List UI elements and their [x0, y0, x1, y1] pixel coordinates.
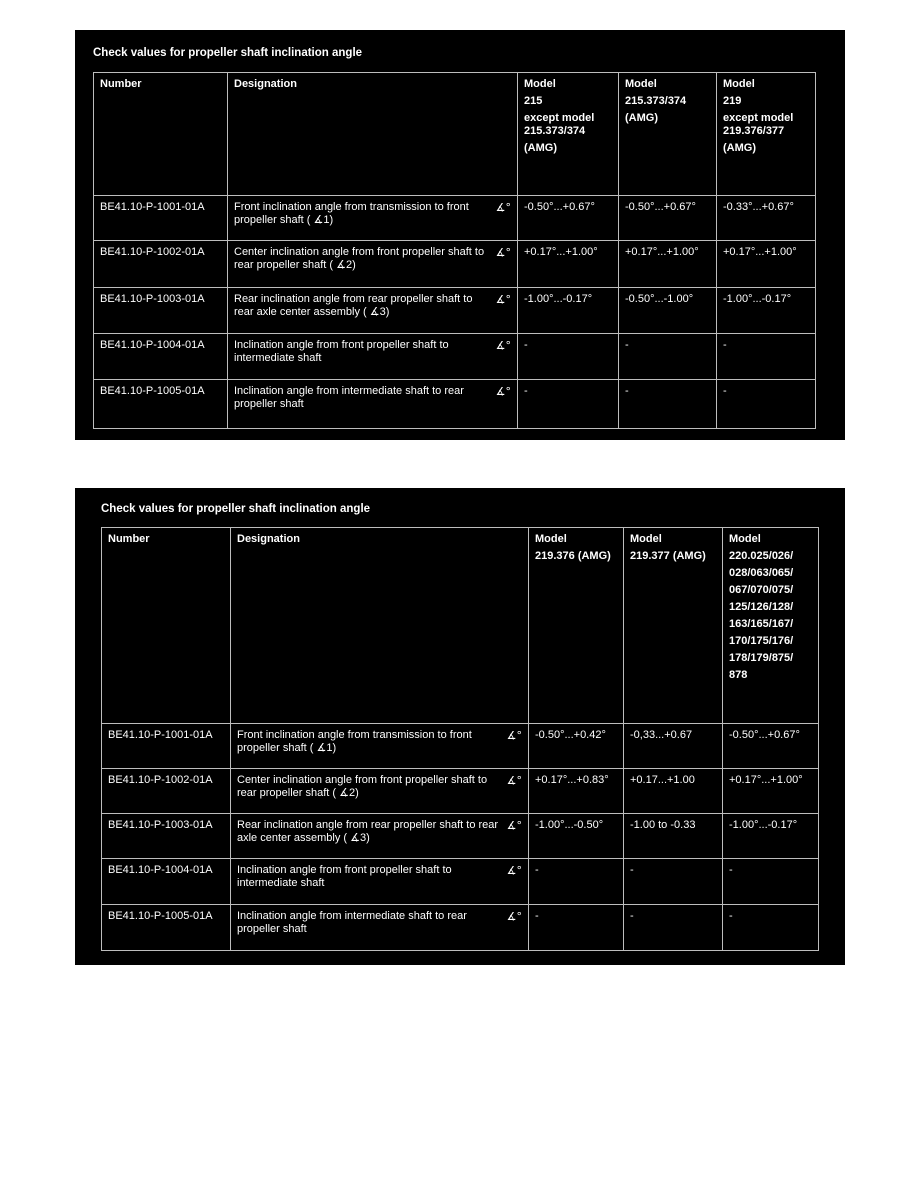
- table-row: [102, 769, 819, 814]
- check-values-panel-2: [75, 488, 845, 965]
- row-number: BE41.10-P-1001-01A: [94, 196, 228, 241]
- value-cell-model-3: -1.00°...-0.17°: [723, 814, 819, 859]
- table-row: [102, 724, 819, 769]
- col-header-number: Number: [94, 73, 228, 196]
- model-header-line: 125/126/128/: [729, 601, 794, 613]
- value-cell-model-1: -: [529, 859, 624, 905]
- row-designation: [231, 859, 529, 905]
- row-number: BE41.10-P-1001-01A: [102, 724, 231, 769]
- row-designation: [228, 380, 518, 429]
- value-cell-model-3: -0.50°...+0.67°: [723, 724, 819, 769]
- col-header-number: Number: [102, 528, 231, 724]
- model-header-line: Model: [723, 78, 755, 90]
- value-cell-model-3: +0.17°...+1.00°: [717, 241, 816, 288]
- model-header-line: 028/063/065/: [729, 567, 794, 579]
- model-header-line: Model: [729, 533, 761, 545]
- col-header-designation: Designation: [231, 528, 529, 724]
- table-header-row: [102, 528, 819, 724]
- value-cell-model-3: -: [723, 859, 819, 905]
- table-row: [94, 334, 816, 380]
- row-number: BE41.10-P-1005-01A: [94, 380, 228, 429]
- table-row: [94, 380, 816, 429]
- model-header-line: except model 215.373/374: [524, 112, 595, 137]
- model-header-line: 163/165/167/: [729, 618, 794, 630]
- model-header-line: (AMG): [723, 142, 756, 154]
- col-header-model-2: [619, 73, 717, 196]
- designation-text: Center inclination angle from front propeller shaft to rear propeller shaft ( ∡2): [237, 774, 488, 799]
- table-title-2: Check values for propeller shaft inclination angle: [101, 503, 371, 515]
- row-number: BE41.10-P-1005-01A: [102, 905, 231, 951]
- value-cell-model-2: -: [624, 859, 723, 905]
- designation-text: Inclination angle from intermediate shaft to rear propeller shaft: [237, 910, 467, 935]
- table-row: [94, 288, 816, 334]
- model-header-line: Model: [630, 533, 662, 545]
- model-header-line: 178/179/875/: [729, 652, 794, 664]
- table-header-row: [94, 73, 816, 196]
- value-cell-model-2: -: [619, 380, 717, 429]
- col-header-designation: Designation: [228, 73, 518, 196]
- value-cell-model-3: -1.00°...-0.17°: [717, 288, 816, 334]
- designation-text: Rear inclination angle from rear propeller shaft to rear axle center assembly ( ∡3): [237, 819, 499, 844]
- angle-degree-unit-symbol: ∡°: [495, 246, 511, 259]
- col-header-model-3: [723, 528, 819, 724]
- designation-text: Rear inclination angle from rear propeller shaft to rear axle center assembly ( ∡3): [234, 293, 473, 318]
- designation-text: Inclination angle from front propeller shaft to intermediate shaft: [237, 864, 452, 889]
- value-cell-model-3: -0.33°...+0.67°: [717, 196, 816, 241]
- angle-degree-unit-symbol: ∡°: [495, 201, 511, 214]
- check-values-panel-1: [75, 30, 845, 440]
- angle-degree-unit-symbol: ∡°: [495, 385, 511, 398]
- angle-degree-unit-symbol: ∡°: [506, 910, 522, 923]
- row-designation: [231, 769, 529, 814]
- value-cell-model-2: +0.17...+1.00: [624, 769, 723, 814]
- model-header-line: Model: [524, 78, 556, 90]
- angle-degree-unit-symbol: ∡°: [495, 293, 511, 306]
- table-title-1: Check values for propeller shaft inclination angle: [93, 47, 363, 59]
- model-header-line: 170/175/176/: [729, 635, 794, 647]
- table-row: [94, 196, 816, 241]
- value-cell-model-1: +0.17°...+1.00°: [518, 241, 619, 288]
- row-designation: [231, 814, 529, 859]
- model-header-line: Model: [625, 78, 657, 90]
- model-header-line: (AMG): [625, 112, 658, 124]
- model-header-line: 878: [729, 669, 748, 681]
- row-number: BE41.10-P-1004-01A: [102, 859, 231, 905]
- table-row: [102, 814, 819, 859]
- value-cell-model-2: -0.50°...+0.67°: [619, 196, 717, 241]
- value-cell-model-3: -: [723, 905, 819, 951]
- row-number: BE41.10-P-1002-01A: [94, 241, 228, 288]
- designation-text: Center inclination angle from front propeller shaft to rear propeller shaft ( ∡2): [234, 246, 485, 271]
- row-designation: [228, 334, 518, 380]
- row-designation: [228, 196, 518, 241]
- col-header-model-2: [624, 528, 723, 724]
- table-row: [102, 859, 819, 905]
- row-designation: [231, 905, 529, 951]
- model-header-line: (AMG): [524, 142, 557, 154]
- value-cell-model-1: -1.00°...-0.50°: [529, 814, 624, 859]
- row-number: BE41.10-P-1002-01A: [102, 769, 231, 814]
- model-header-line: 219.377 (AMG): [630, 550, 706, 562]
- model-header-line: 067/070/075/: [729, 584, 794, 596]
- angle-degree-unit-symbol: ∡°: [495, 339, 511, 352]
- value-cell-model-2: +0.17°...+1.00°: [619, 241, 717, 288]
- model-header-line: 219.376 (AMG): [535, 550, 611, 562]
- row-number: BE41.10-P-1003-01A: [94, 288, 228, 334]
- designation-text: Inclination angle from intermediate shaft to rear propeller shaft: [234, 385, 464, 410]
- model-header-line: 215: [524, 95, 543, 107]
- value-cell-model-3: -: [717, 334, 816, 380]
- row-designation: [228, 241, 518, 288]
- table-row: [102, 905, 819, 951]
- value-cell-model-1: -: [518, 380, 619, 429]
- designation-text: Front inclination angle from transmission to front propeller shaft ( ∡1): [234, 201, 469, 226]
- value-cell-model-2: -0.50°...-1.00°: [619, 288, 717, 334]
- angle-degree-unit-symbol: ∡°: [506, 864, 522, 877]
- designation-text: Front inclination angle from transmission to front propeller shaft ( ∡1): [237, 729, 472, 754]
- designation-text: Inclination angle from front propeller shaft to intermediate shaft: [234, 339, 449, 364]
- value-cell-model-2: -: [624, 905, 723, 951]
- value-cell-model-3: -: [717, 380, 816, 429]
- model-header-line: 220.025/026/: [729, 550, 794, 562]
- row-number: BE41.10-P-1004-01A: [94, 334, 228, 380]
- value-cell-model-1: -: [529, 905, 624, 951]
- model-header-line: Model: [535, 533, 567, 545]
- row-designation: [228, 288, 518, 334]
- value-cell-model-2: -1.00 to -0.33: [624, 814, 723, 859]
- value-cell-model-1: -0.50°...+0.67°: [518, 196, 619, 241]
- check-values-table-1: [93, 72, 816, 429]
- value-cell-model-1: +0.17°...+0.83°: [529, 769, 624, 814]
- value-cell-model-2: -0,33...+0.67: [624, 724, 723, 769]
- value-cell-model-1: -1.00°...-0.17°: [518, 288, 619, 334]
- angle-degree-unit-symbol: ∡°: [506, 729, 522, 742]
- col-header-model-1: [518, 73, 619, 196]
- col-header-model-1: [529, 528, 624, 724]
- model-header-line: 219: [723, 95, 742, 107]
- angle-degree-unit-symbol: ∡°: [506, 819, 522, 832]
- value-cell-model-1: -0.50°...+0.42°: [529, 724, 624, 769]
- value-cell-model-1: -: [518, 334, 619, 380]
- value-cell-model-2: -: [619, 334, 717, 380]
- angle-degree-unit-symbol: ∡°: [506, 774, 522, 787]
- col-header-model-3: [717, 73, 816, 196]
- row-number: BE41.10-P-1003-01A: [102, 814, 231, 859]
- row-designation: [231, 724, 529, 769]
- table-row: [94, 241, 816, 288]
- check-values-table-2: [101, 527, 819, 951]
- model-header-line: except model 219.376/377: [723, 112, 794, 137]
- model-header-line: 215.373/374: [625, 95, 687, 107]
- value-cell-model-3: +0.17°...+1.00°: [723, 769, 819, 814]
